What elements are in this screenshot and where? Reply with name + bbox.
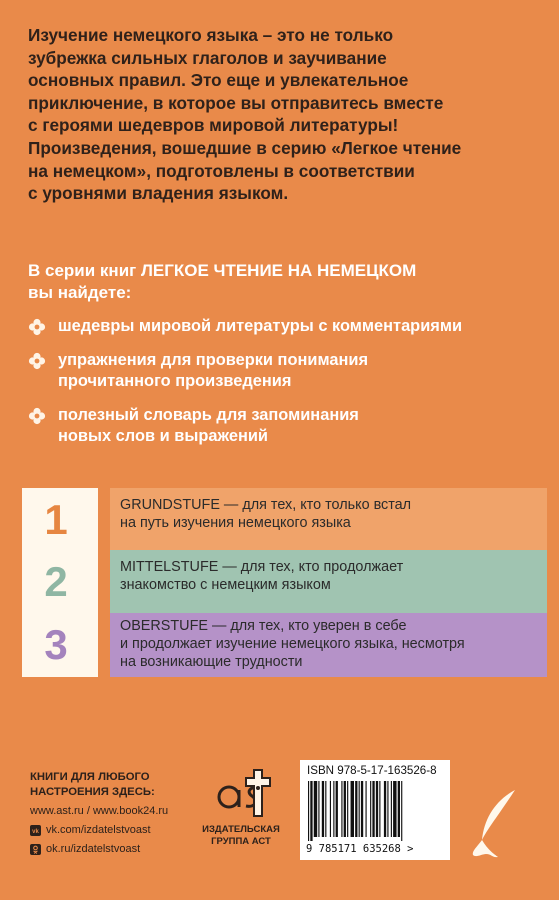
barcode-bar: [401, 781, 402, 841]
barcode-bar: [379, 781, 380, 837]
level-description-band: [110, 550, 547, 614]
level-description: [120, 617, 539, 671]
barcode-bar: [318, 781, 319, 837]
level-description-line: и продолжает изучение немецкого языка, несмотря: [120, 636, 465, 652]
ok-link[interactable]: [30, 842, 180, 857]
vk-link[interactable]: [30, 823, 180, 838]
intro-line: основных правил. Это еще и увлекательное: [28, 70, 409, 91]
barcode-bar: [347, 781, 348, 837]
level-description-line: на путь изучения немецкого языка: [120, 515, 351, 531]
feature-text: упражнения для проверки понимания: [58, 351, 369, 369]
level-mittelstufe: [22, 550, 547, 614]
series-heading: [28, 260, 528, 304]
feature-text: шедевры мировой литературы с комментариями: [58, 317, 463, 335]
barcode-bar: [308, 781, 309, 841]
barcode-bar: [372, 781, 374, 837]
level-number: 3: [44, 621, 68, 668]
feature-text: полезный словарь для запоминания: [58, 406, 359, 424]
barcode-bar: [393, 781, 396, 837]
barcode-bar: [370, 781, 371, 837]
level-description-band: [110, 488, 547, 552]
level-description-band: [110, 613, 547, 677]
ast-logo: [210, 768, 272, 820]
intro-line: на немецком», подготовлены в соответствии: [28, 160, 415, 181]
flower-bullet-icon: [28, 407, 46, 425]
series-heading-line: вы найдете:: [28, 283, 132, 302]
barcode-bar: [398, 781, 400, 837]
level-oberstufe: [22, 613, 547, 677]
vk-icon: [30, 825, 41, 836]
barcode-bar: [355, 781, 357, 837]
series-heading-line: В серии книг ЛЕГКОЕ ЧТЕНИЕ НА НЕМЕЦКОМ: [28, 261, 417, 280]
level-description-line: MITTELSTUFE — для тех, кто продолжает: [120, 559, 404, 575]
barcode-bar: [361, 781, 363, 837]
intro-line: приключение, в которое вы отправитесь вместе: [28, 92, 444, 113]
level-description-line: OBERSTUFE — для тех, кто уверен в себе: [120, 618, 407, 634]
feature-item: [28, 405, 538, 447]
barcode-bar: [387, 781, 388, 837]
feature-item: [28, 350, 538, 392]
website-links[interactable]: [30, 804, 180, 819]
feature-text: прочитанного произведения: [58, 372, 292, 390]
level-number: 1: [44, 496, 68, 543]
barcode-bar: [330, 781, 331, 837]
ok-icon: [30, 844, 41, 855]
publisher-name-line: ИЗДАТЕЛЬСКАЯ: [202, 824, 280, 835]
barcode-number: 9 785171 635268 >: [306, 843, 414, 855]
barcode-bar: [384, 781, 386, 837]
footer-title-line: НАСТРОЕНИЯ ЗДЕСЬ:: [30, 786, 155, 798]
barcode-bar: [325, 781, 326, 837]
intro-line: Изучение немецкого языка – это не только: [28, 25, 394, 45]
level-description-line: GRUNDSTUFE — для тех, кто только встал: [120, 497, 412, 513]
ok-link-text[interactable]: ok.ru/izdatelstvoast: [46, 843, 141, 855]
isbn-barcode-box: [300, 760, 450, 860]
feature-list: [28, 316, 538, 460]
barcode-bar: [310, 781, 312, 841]
publisher-name-line: ГРУППА АСТ: [211, 836, 271, 847]
level-number: 2: [44, 558, 68, 605]
barcode-bar: [341, 781, 342, 837]
barcode-bar: [376, 781, 378, 837]
vk-link-text[interactable]: vk.com/izdatelstvoast: [46, 824, 151, 836]
level-number-tab: [22, 550, 98, 614]
flower-bullet-icon: [28, 352, 46, 370]
barcode-bar: [359, 781, 360, 837]
level-number-tab: [22, 488, 98, 552]
intro-line: зубрежка сильных глаголов и заучивание: [28, 47, 387, 68]
level-description: [120, 496, 539, 532]
level-grundstufe: [22, 488, 547, 552]
level-number-tab: [22, 613, 98, 677]
feature-text: новых слов и выражений: [58, 427, 269, 445]
feature-item: [28, 316, 538, 337]
footer-title-line: КНИГИ ДЛЯ ЛЮБОГО: [30, 771, 150, 783]
footer-links: [30, 770, 180, 857]
publisher-logo: [196, 768, 286, 848]
barcode-bar: [391, 781, 392, 837]
website-links-text[interactable]: www.ast.ru / www.book24.ru: [30, 805, 169, 817]
level-description-line: на возникающие трудности: [120, 654, 303, 670]
isbn-label: ISBN 978-5-17-163526-8: [307, 764, 437, 777]
feather-icon: [470, 788, 520, 860]
barcode-bar: [336, 781, 338, 837]
flower-bullet-icon: [28, 318, 46, 336]
barcode: [306, 781, 444, 841]
barcode-bar: [322, 781, 324, 837]
intro-line: с героями шедевров мировой литературы!: [28, 115, 399, 136]
footer-title: [30, 770, 180, 800]
barcode-bar: [351, 781, 354, 837]
barcode-bar: [333, 781, 334, 837]
intro-line: Произведения, вошедшие в серию «Легкое чтение: [28, 137, 462, 158]
level-description-line: знакомство с немецким языком: [120, 577, 331, 593]
svg-text:vk: vk: [32, 829, 39, 835]
intro-text: [28, 24, 528, 205]
barcode-bar: [366, 781, 367, 837]
barcode-bar: [314, 781, 317, 837]
intro-line: с уровнями владения языком.: [28, 183, 289, 204]
level-description: [120, 558, 539, 594]
barcode-bar: [344, 781, 346, 837]
